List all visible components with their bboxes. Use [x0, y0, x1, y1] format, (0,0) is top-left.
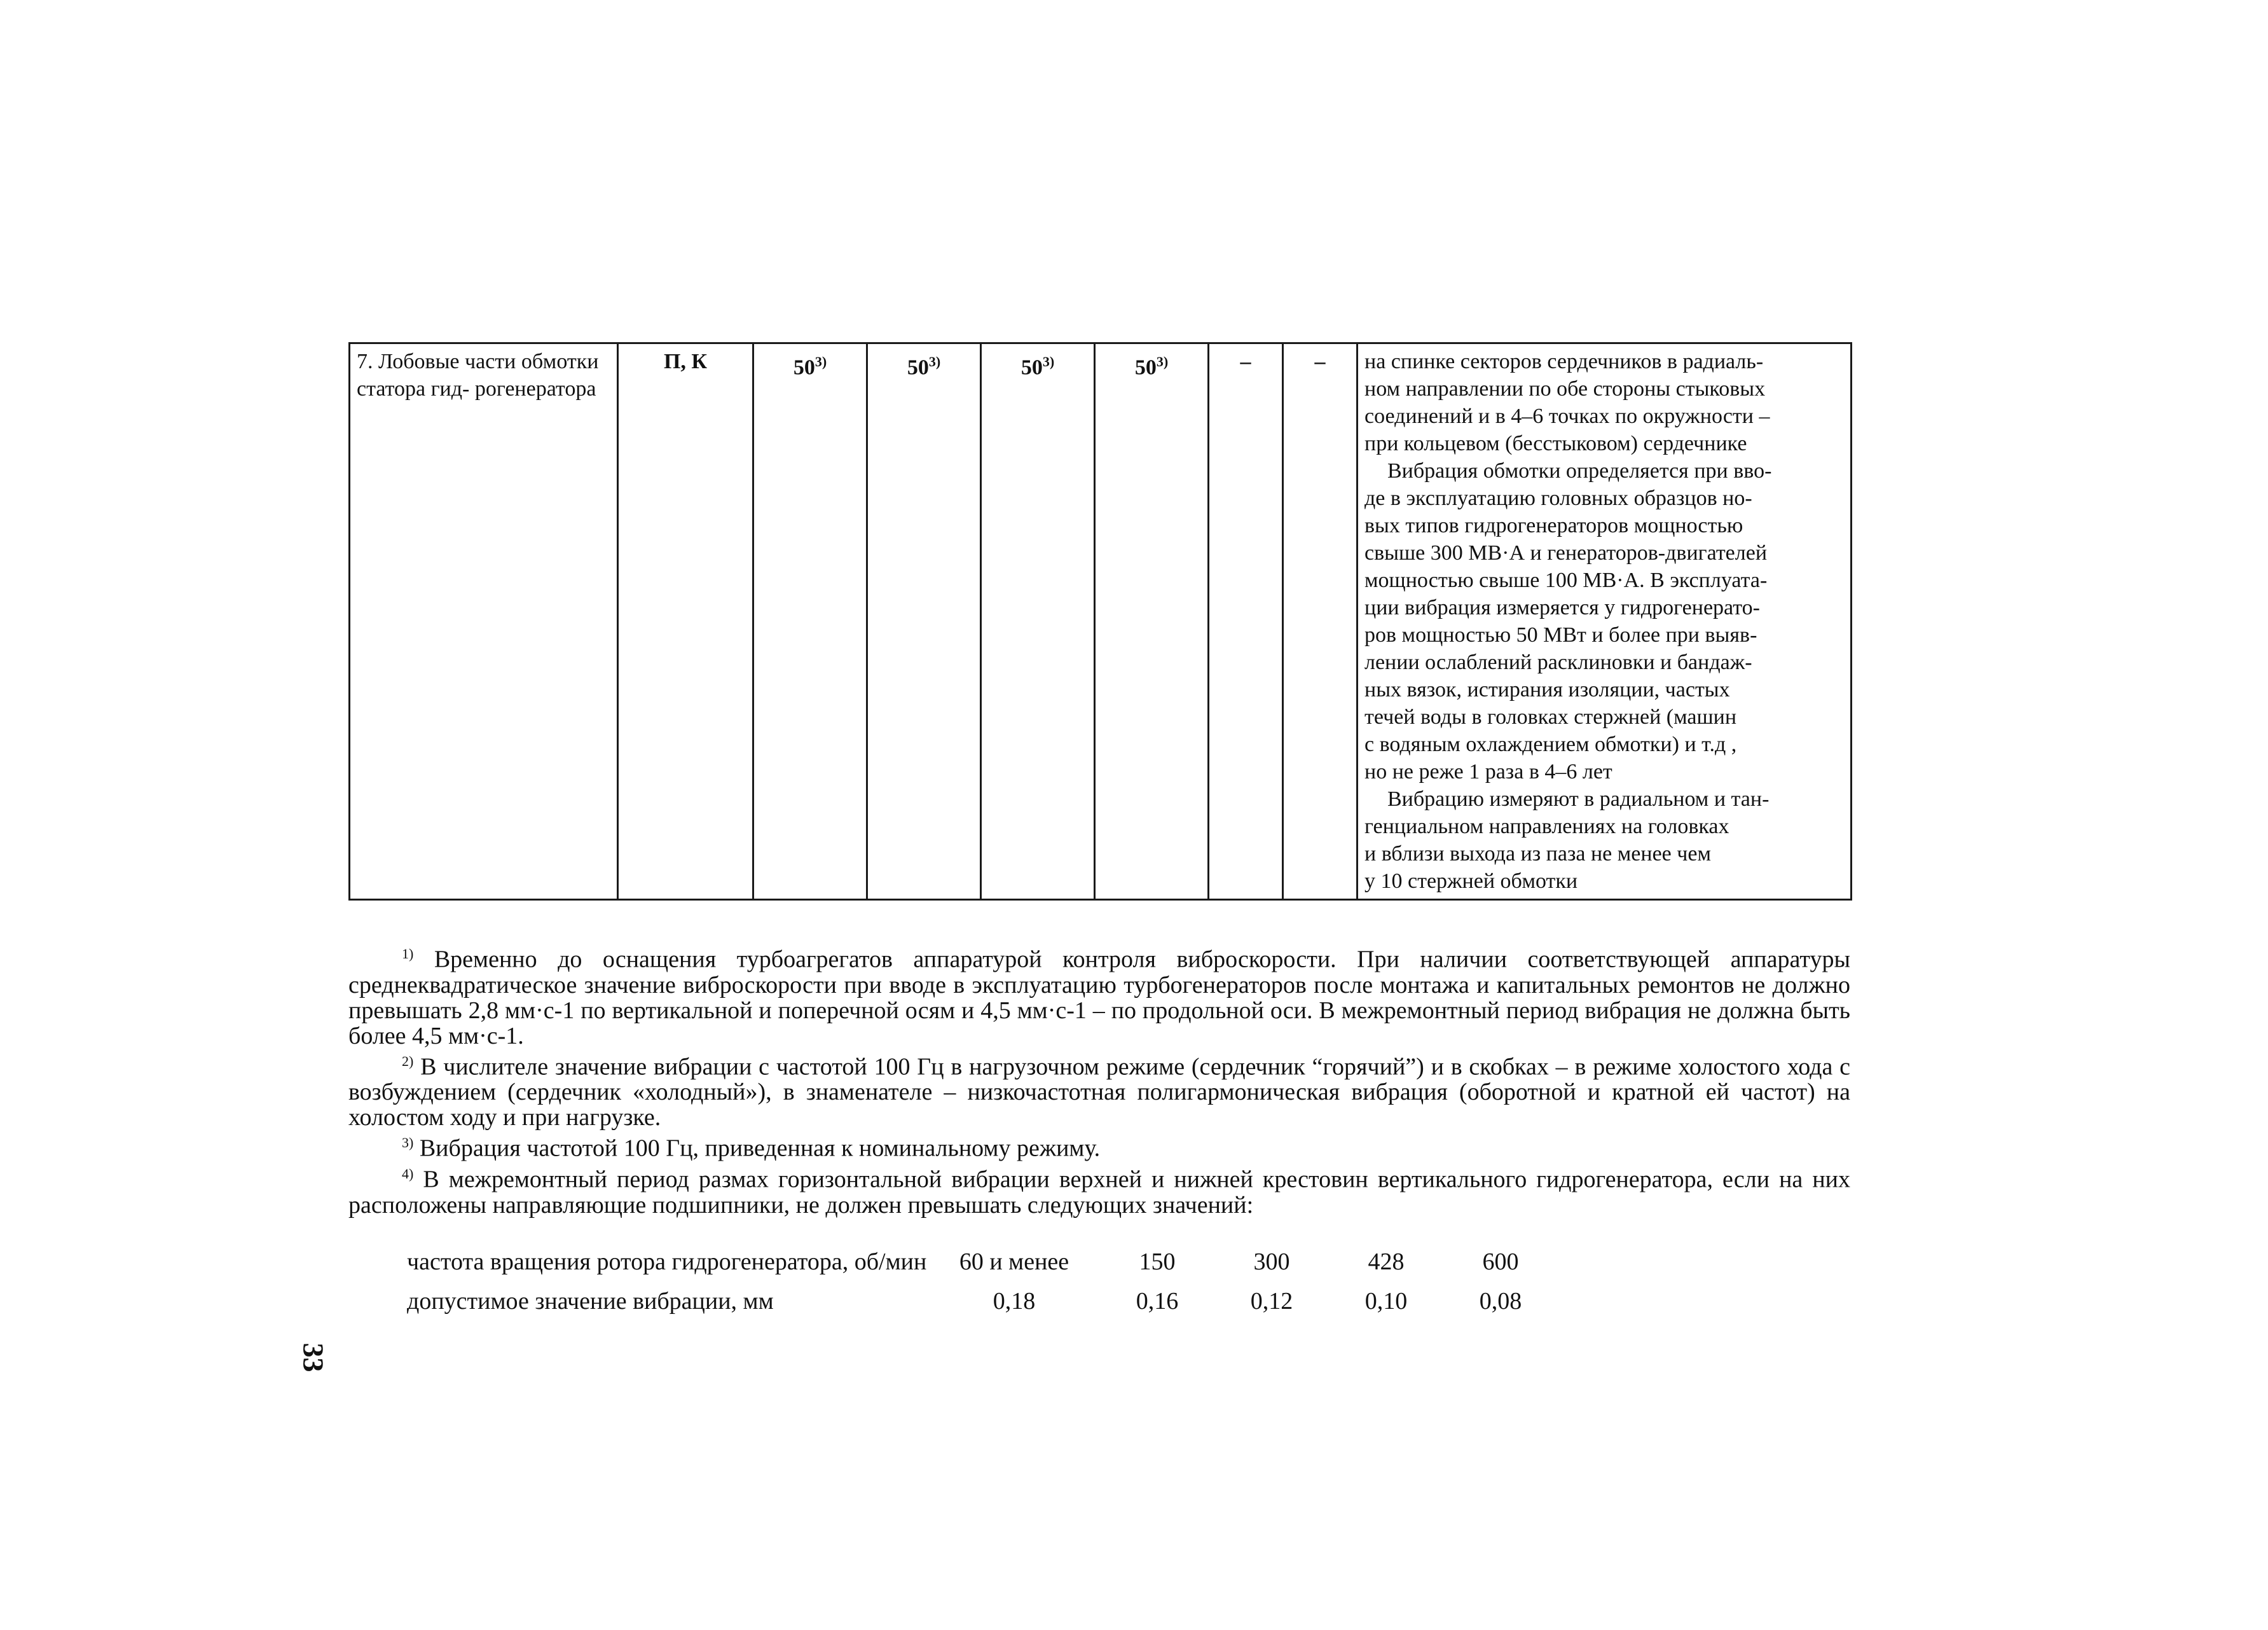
vibration-value: 0,08 [1479, 1288, 1522, 1315]
table-row [350, 343, 1852, 900]
speed-label: частота вращения ротора гидрогенератора, об/мин [407, 1248, 927, 1275]
note-line: течей воды в головках стержней (машин [1364, 705, 1737, 729]
speed-value: 600 [1482, 1248, 1519, 1275]
note-line: у 10 стержней обмотки [1364, 869, 1578, 893]
footnote [348, 1049, 1850, 1131]
vibration-value: 0,18 [993, 1288, 1036, 1315]
note-line: ном направлении по обе стороны стыковых [1364, 377, 1766, 401]
note-line: лении ослаблений расклиновки и бандаж- [1364, 651, 1752, 674]
note-line: ных вязок, истирания изоляции, частых [1364, 678, 1730, 701]
vibration-limits-table [407, 1247, 1602, 1325]
note-line: мощностью свыше 100 МВ·А. В эксплуата- [1364, 569, 1768, 592]
note-line: с водяным охлаждением обмотки) и т.д , [1364, 733, 1737, 756]
item-name-cell [350, 343, 618, 900]
vibration-value: 0,16 [1136, 1288, 1179, 1315]
check-type-cell [618, 343, 753, 900]
note-line: ров мощностью 50 МВт и более при выяв- [1364, 623, 1757, 647]
dash-value: – [1314, 350, 1326, 373]
footnote-mark: 4) [402, 1165, 414, 1182]
vibration-value: 0,12 [1250, 1288, 1293, 1315]
value-footnote-mark: 3) [1156, 354, 1169, 370]
note-line: и вблизи выхода из паза не менее чем [1364, 842, 1711, 866]
note-line: свыше 300 МВ·А и генераторов-двигателей [1364, 541, 1768, 565]
footnote [348, 1161, 1850, 1218]
value-base: 50 [907, 356, 929, 380]
note-line: но не реже 1 раза в 4–6 лет [1364, 760, 1612, 784]
note-line: ции вибрация измеряется у гидрогенерато- [1364, 596, 1760, 619]
note-line: Вибрацию измеряют в радиальном и тан- [1387, 787, 1770, 811]
dash-value: – [1240, 350, 1251, 373]
note-line: генциальном направлениях на головках [1364, 815, 1729, 838]
note-line: Вибрация обмотки определяется при вво- [1387, 459, 1772, 483]
value-footnote-mark: 3) [814, 354, 827, 370]
vibration-norms-table [348, 342, 1852, 901]
footnote-mark: 3) [402, 1135, 414, 1151]
vibration-label: допустимое значение вибрации, мм [407, 1288, 774, 1315]
footnote-mark: 1) [402, 946, 414, 962]
dash-cell [1283, 343, 1357, 900]
note-line: соединений и в 4–6 точках по окружности – [1364, 404, 1770, 428]
note-line: при кольцевом (бесстыковом) сердечнике [1364, 432, 1747, 455]
footnote-mark: 2) [402, 1053, 414, 1069]
value-base: 50 [1134, 356, 1157, 380]
value-cell [867, 343, 981, 900]
note-line: на спинке секторов сердечников в радиаль- [1364, 350, 1764, 373]
value-base: 50 [793, 356, 815, 380]
value-cell [981, 343, 1095, 900]
speed-value: 60 и менее [959, 1248, 1069, 1275]
speed-row [407, 1247, 1602, 1277]
value-footnote-mark: 3) [1042, 354, 1055, 370]
page-number: 33 [297, 1343, 330, 1372]
footnote-text: В числителе значение вибрации с частотой 100 Гц в нагрузочном режиме (сердечник “горячий”) и в скобках – в режиме холостого хода с возбуждением (сердечник «холодный»), в знаменателе – низкочастотная полигармоническая вибрация (оборотной и кратной ей частот) на холостом ходу и при нагрузке. [348, 1053, 1850, 1131]
value-cell [753, 343, 867, 900]
vibration-value: 0,10 [1364, 1288, 1408, 1315]
footnote [348, 941, 1850, 1049]
speed-value: 300 [1253, 1248, 1290, 1275]
footnote [348, 1130, 1850, 1161]
footnote-text: Временно до оснащения турбоагрегатов аппаратурой контроля виброскорости. При наличии соответствующей аппаратуры среднеквадратическое значение виброскорости при вводе в эксплуатацию турбогенераторов после монтажа и капитальных ремонтов не должно превышать 2,8 мм·с-1 по вертикальной и поперечной осям и 4,5 мм·с-1 – по продольной оси. В межремонтный период вибрация не должна быть более 4,5 мм·с-1. [348, 946, 1851, 1049]
dash-cell [1209, 343, 1283, 900]
footnote-text: В межремонтный период размах горизонтальной вибрации верхней и нижней крестовин вертикального гидрогенератора, если на них расположены направляющие подшипники, не должен превышать следующих значений: [348, 1166, 1851, 1219]
footnotes [348, 941, 1850, 1218]
speed-value: 428 [1368, 1248, 1405, 1275]
note-line: вых типов гидрогенераторов мощностью [1364, 514, 1743, 537]
value-cell [1095, 343, 1209, 900]
value-footnote-mark: 3) [928, 354, 941, 370]
vibration-row [407, 1286, 1602, 1316]
value-base: 50 [1021, 356, 1043, 380]
check-type: П, К [663, 350, 708, 373]
speed-value: 150 [1139, 1248, 1176, 1275]
note-cell [1357, 343, 1852, 900]
item-name: 7. Лобовые части обмотки статора гид- рогенератора [357, 350, 599, 401]
footnote-text: Вибрация частотой 100 Гц, приведенная к номинальному режиму. [419, 1135, 1101, 1162]
note-line: де в эксплуатацию головных образцов но- [1364, 487, 1752, 510]
